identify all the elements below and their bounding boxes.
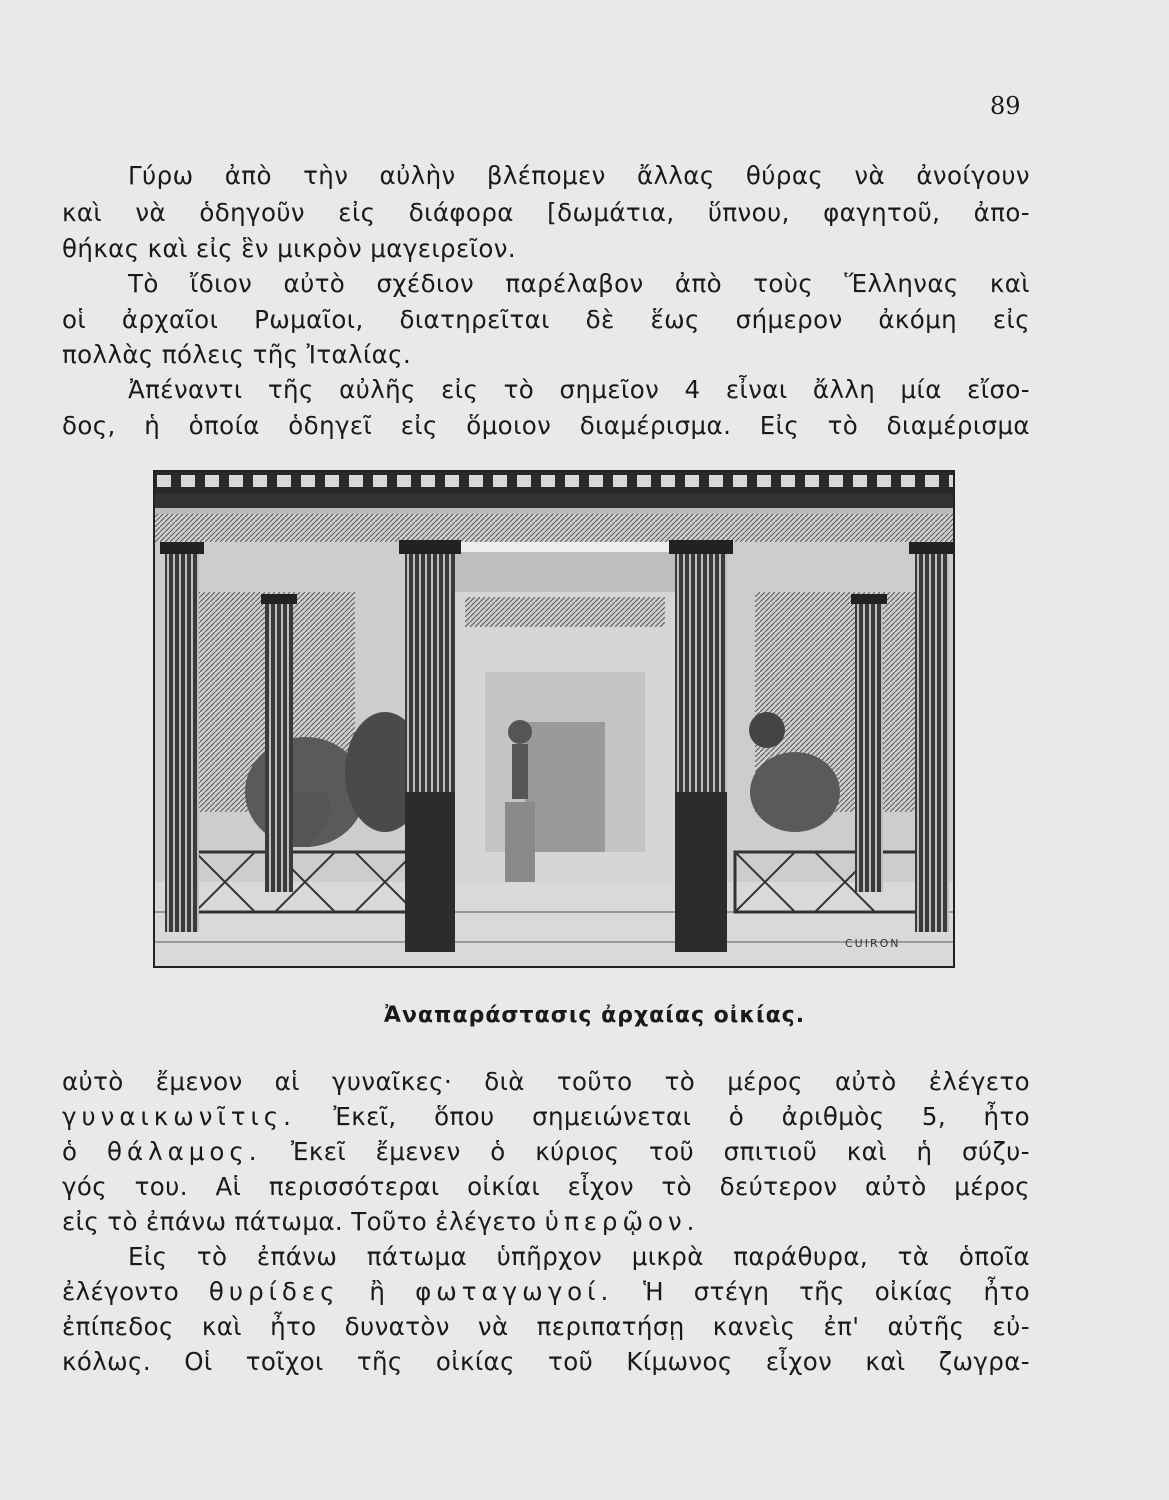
text-line: δος, ἡ ὁποία ὁδηγεῖ εἰς ὅμοιον διαμέρισμα. Εἰς τὸ διαμέρισμα xyxy=(62,411,1030,440)
text-line: Ἀπέναντι τῆς αὐλῆς εἰς τὸ σημεῖον 4 εἶναι ἄλλη μία εἴσο- xyxy=(128,375,1030,404)
text-span: Ἡ στέγη τῆς οἰκίας ἦτο xyxy=(613,1277,1030,1306)
text-line xyxy=(62,1274,1030,1309)
text-line: καὶ νὰ ὁδηγοῦν εἰς διάφορα [δωμάτια, ὕπνου, φαγητοῦ, ἀπο- xyxy=(62,198,1030,227)
text-line xyxy=(62,1099,1030,1134)
figure-caption: Ἀναπαράστασις ἀρχαίας οἰκίας. xyxy=(383,1003,806,1028)
text-span: ἢ xyxy=(339,1277,416,1306)
text-span: Ἐκεῖ ἔμενεν ὁ κύριος τοῦ σπιτιοῦ καὶ ἡ σύζυ- xyxy=(261,1137,1030,1166)
text-line: Τὸ ἴδιον αὐτὸ σχέδιον παρέλαβον ἀπὸ τοὺς Ἕλληνας καὶ xyxy=(128,269,1030,298)
term-thalamos: θάλαμος. xyxy=(106,1137,262,1166)
term-hyperoon: ὑπερῷον. xyxy=(544,1207,700,1236)
illustration-ancient-house xyxy=(153,470,955,968)
text-line xyxy=(62,1204,1030,1239)
text-line: Γύρω ἀπὸ τὴν αὐλὴν βλέπομεν ἄλλας θύρας νὰ ἀνοίγουν xyxy=(128,161,1030,190)
term-fotagogoi: φωταγωγοί. xyxy=(415,1277,614,1306)
text-span: ἐλέγοντο xyxy=(62,1277,209,1306)
text-line: αὐτὸ ἔμενον αἱ γυναῖκες· διὰ τοῦτο τὸ μέρος αὐτὸ ἐλέγετο xyxy=(62,1067,1030,1096)
text-line: ἐπίπεδος καὶ ἦτο δυνατὸν νὰ περιπατήσῃ κανεὶς ἐπ' αὐτῆς εὐ- xyxy=(62,1312,1030,1341)
artist-signature: CUIRON xyxy=(845,937,901,950)
text-line: γός του. Αἱ περισσότεραι οἰκίαι εἶχον τὸ δεύτερον αὐτὸ μέρος xyxy=(62,1172,1030,1201)
page-number: 89 xyxy=(990,92,1021,120)
text-line: οἱ ἀρχαῖοι Ρωμαῖοι, διατηρεῖται δὲ ἕως σήμερον ἀκόμη εἰς xyxy=(62,305,1030,334)
text-line: πολλὰς πόλεις τῆς Ἰταλίας. xyxy=(62,340,412,369)
text-span: Ἐκεῖ, ὅπου σημειώνεται ὁ ἀριθμὸς 5, ἦτο xyxy=(295,1102,1030,1131)
text-span: ὁ xyxy=(62,1137,107,1166)
text-line: Εἰς τὸ ἐπάνω πάτωμα ὑπῆρχον μικρὰ παράθυρα, τὰ ὁποῖα xyxy=(128,1242,1030,1271)
term-thyrides: θυρίδες xyxy=(208,1277,340,1306)
text-line xyxy=(62,1134,1030,1169)
text-line: κόλως. Οἱ τοῖχοι τῆς οἰκίας τοῦ Κίμωνος εἶχον καὶ ζωγρα- xyxy=(62,1347,1030,1376)
text-line: θήκας καὶ εἰς ἓν μικρὸν μαγειρεῖον. xyxy=(62,234,517,263)
text-span: εἰς τὸ ἐπάνω πάτωμα. Τοῦτο ἐλέγετο xyxy=(62,1207,545,1236)
term-gynaikonitis: γυναικωνῖτις. xyxy=(62,1102,296,1131)
